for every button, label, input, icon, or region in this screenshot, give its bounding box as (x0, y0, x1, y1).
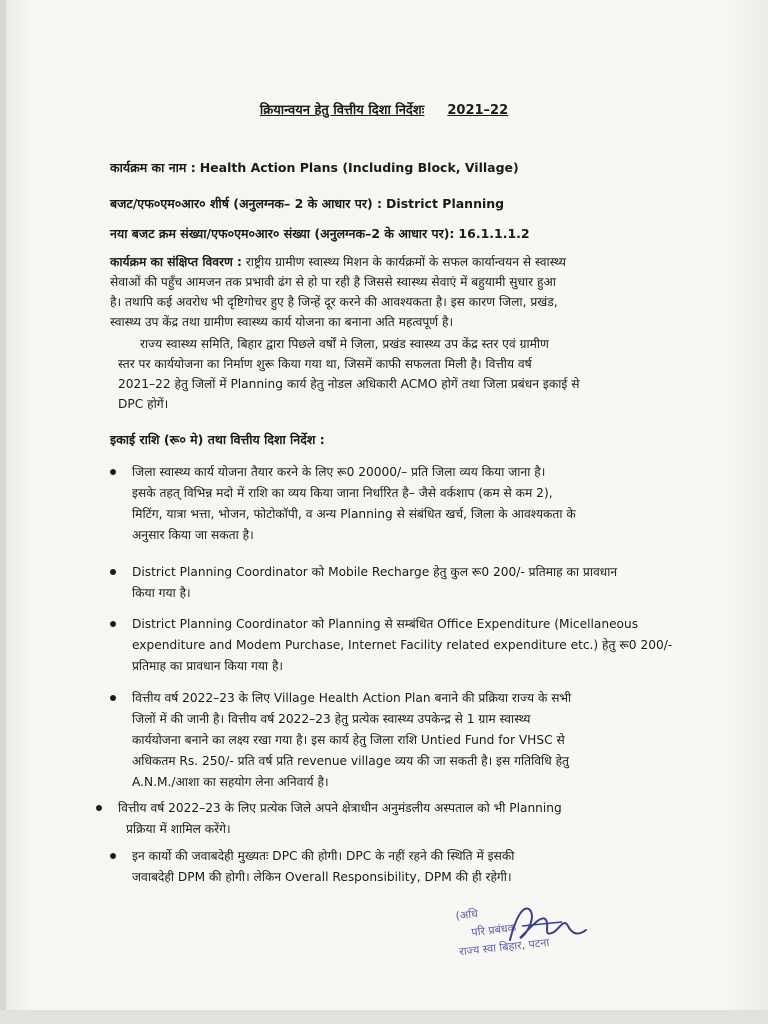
budget-number-value: 16.1.1.1.2 (458, 226, 530, 241)
list-item-line: District Planning Coordinator को Planning से सम्बंधित Office Expenditure (Micellaneous (132, 617, 639, 631)
bullet-icon (110, 469, 116, 475)
list-item-line: किया गया है। (132, 586, 191, 600)
list-item (132, 614, 710, 677)
para2-line-2: स्तर पर कार्ययोजना का निर्माण शुरू किया गया था, जिसमें काफी सफलता मिली है। वित्तीय वर्ष (118, 357, 532, 371)
budget-number-label: नया बजट क्रम संख्या/एफ०एम०आर० संख्या (अनुलग्नक–2 के आधार पर): (110, 226, 455, 241)
list-item-line: जवाबदेही DPM की होगी। लेकिन Overall Responsibility, DPM की ही रहेगी। (132, 870, 512, 884)
budget-head-line (110, 194, 504, 214)
list-item-line: expenditure and Modem Purchase, Internet Facility related expenditure etc.) हेतु रू0 200/- (132, 638, 673, 652)
list-item-line: A.N.M./आशा का सहयोग लेना अनिवार्य है। (132, 775, 329, 789)
summary-paragraph (110, 252, 710, 332)
list-item (132, 846, 710, 888)
list-item-line: वित्तीय वर्ष 2022–23 के लिए Village Health Action Plan बनाने की प्रक्रिया राज्य के सभी (132, 691, 572, 705)
list-item (118, 798, 696, 840)
stamp-line: राज्य स्वा बिहार, पटना (458, 935, 550, 959)
title-year: 2021–22 (447, 103, 509, 118)
program-name-line (110, 158, 519, 178)
list-item-line: प्रतिमाह का प्रावधान किया गया है। (132, 659, 284, 673)
context-paragraph (118, 334, 710, 414)
list-item-line: इसके तहत् विभिन्न मदो में राशि का व्यय किया जाना निर्धारित है– जैसे वर्कशाप (कम से कम 2), (132, 486, 553, 500)
summary-line-2: सेवाओं की पहुँच आमजन तक प्रभावी ढंग से हो पा रही है जिससे स्वास्थ्य सेवाएं में बहुयामी सुधार हुआ (110, 275, 556, 289)
budget-number-line (110, 224, 530, 244)
page-bottom-edge (0, 1010, 768, 1024)
bullet-icon (110, 695, 116, 701)
section-heading: इकाई राशि (रू० मे) तथा वित्तीय दिशा निर्देश : (110, 432, 325, 447)
page-edge-shadow (0, 0, 6, 1024)
signature-icon (502, 896, 592, 952)
bullet-icon (96, 805, 102, 811)
list-item-line: अधिकतम Rs. 250/- प्रति वर्ष प्रति revenue village व्यय की जा सकती है। इस गतिविधि हेतु (132, 754, 570, 768)
list-item (132, 462, 710, 546)
para2-line-3: 2021–22 हेतु जिलों में Planning कार्य हेतु नोडल अधिकारी ACMO होगें तथा जिला प्रबंधन इकाई से (118, 377, 580, 391)
list-item-line: मिटिंग, यात्रा भत्ता, भोजन, फोटोकॉपी, व अन्य Planning से संबंधित खर्च, जिला के आवश्यकता के (132, 507, 576, 521)
summary-line-4: स्वास्थ्य उप केंद्र तथा ग्रामीण स्वास्थ्य कार्य योजना का बनाना अति महत्वपूर्ण है। (110, 315, 454, 329)
summary-line-3: है। तथापि कई अवरोध भी दृष्टिगोचर हुए है जिन्हें दूर करने की आवश्यकता है। इस कारण जिला, प्रखंड, (110, 295, 558, 309)
list-item (132, 562, 710, 604)
summary-line-1 (110, 252, 710, 272)
list-item-line: कार्ययोजना बनाने का लक्ष्य रखा गया है। इस कार्य हेतु जिला राशि Untied Fund for VHSC से (132, 733, 565, 747)
bullet-icon (110, 853, 116, 859)
list-item-line: इन कार्यो की जवाबदेही मुख्यतः DPC की होगी। DPC के नहीं रहने की स्थिति में इसकी (132, 849, 515, 863)
summary-label: कार्यक्रम का संक्षिप्त विवरण : (110, 255, 242, 269)
list-item-line: अनुसार किया जा सकता है। (132, 528, 254, 542)
budget-head-value: District Planning (386, 196, 505, 211)
para2-line-1: राज्य स्वास्थ्य समिति, बिहार द्वारा पिछले वर्षों मे जिला, प्रखंड स्वास्थ्य उप केंद्र स्तर एवं ग्रामीण (140, 337, 549, 351)
stamp-line: परि प्रबंधक (470, 921, 517, 939)
list-item (132, 688, 710, 793)
bullet-icon (110, 621, 116, 627)
para2-line-4: DPC होगें। (118, 397, 169, 411)
list-item-line: वित्तीय वर्ष 2022–23 के लिए प्रत्येक जिले अपने क्षेत्राधीन अनुमंडलीय अस्पताल को भी Planning (118, 801, 562, 815)
list-item-line: प्रक्रिया में शामिल करेंगे। (126, 822, 231, 836)
stamp-line: (अधि (454, 907, 479, 923)
list-item-line: जिलों में की जानी है। वित्तीय वर्ष 2022–23 हेतु प्रत्येक स्वास्थ्य उपकेन्द्र से 1 ग्राम स्वास्थ्य (132, 712, 531, 726)
bullet-icon (110, 569, 116, 575)
program-value: Health Action Plans (Including Block, Village) (199, 160, 519, 175)
budget-head-label: बजट/एफ०एम०आर० शीर्ष (अनुलग्नक– 2 के आधार पर) : (110, 196, 383, 211)
title-text: क्रियान्वयन हेतु वित्तीय दिशा निर्देशः (259, 103, 425, 118)
list-item-line: District Planning Coordinator को Mobile Recharge हेतु कुल रू0 200/- प्रतिमाह का प्रावधान (132, 565, 618, 579)
program-label: कार्यक्रम का नाम : (110, 160, 196, 175)
summary-line-text: राष्ट्रीय ग्रामीण स्वास्थ्य मिशन के कार्यक्रमों के सफल कार्यान्वयन से स्वास्थ्य (245, 255, 566, 269)
document-title (0, 100, 768, 118)
list-item-line: जिला स्वास्थ्य कार्य योजना तैयार करने के लिए रू0 20000/– प्रति जिला व्यय किया जाना है। (132, 465, 546, 479)
